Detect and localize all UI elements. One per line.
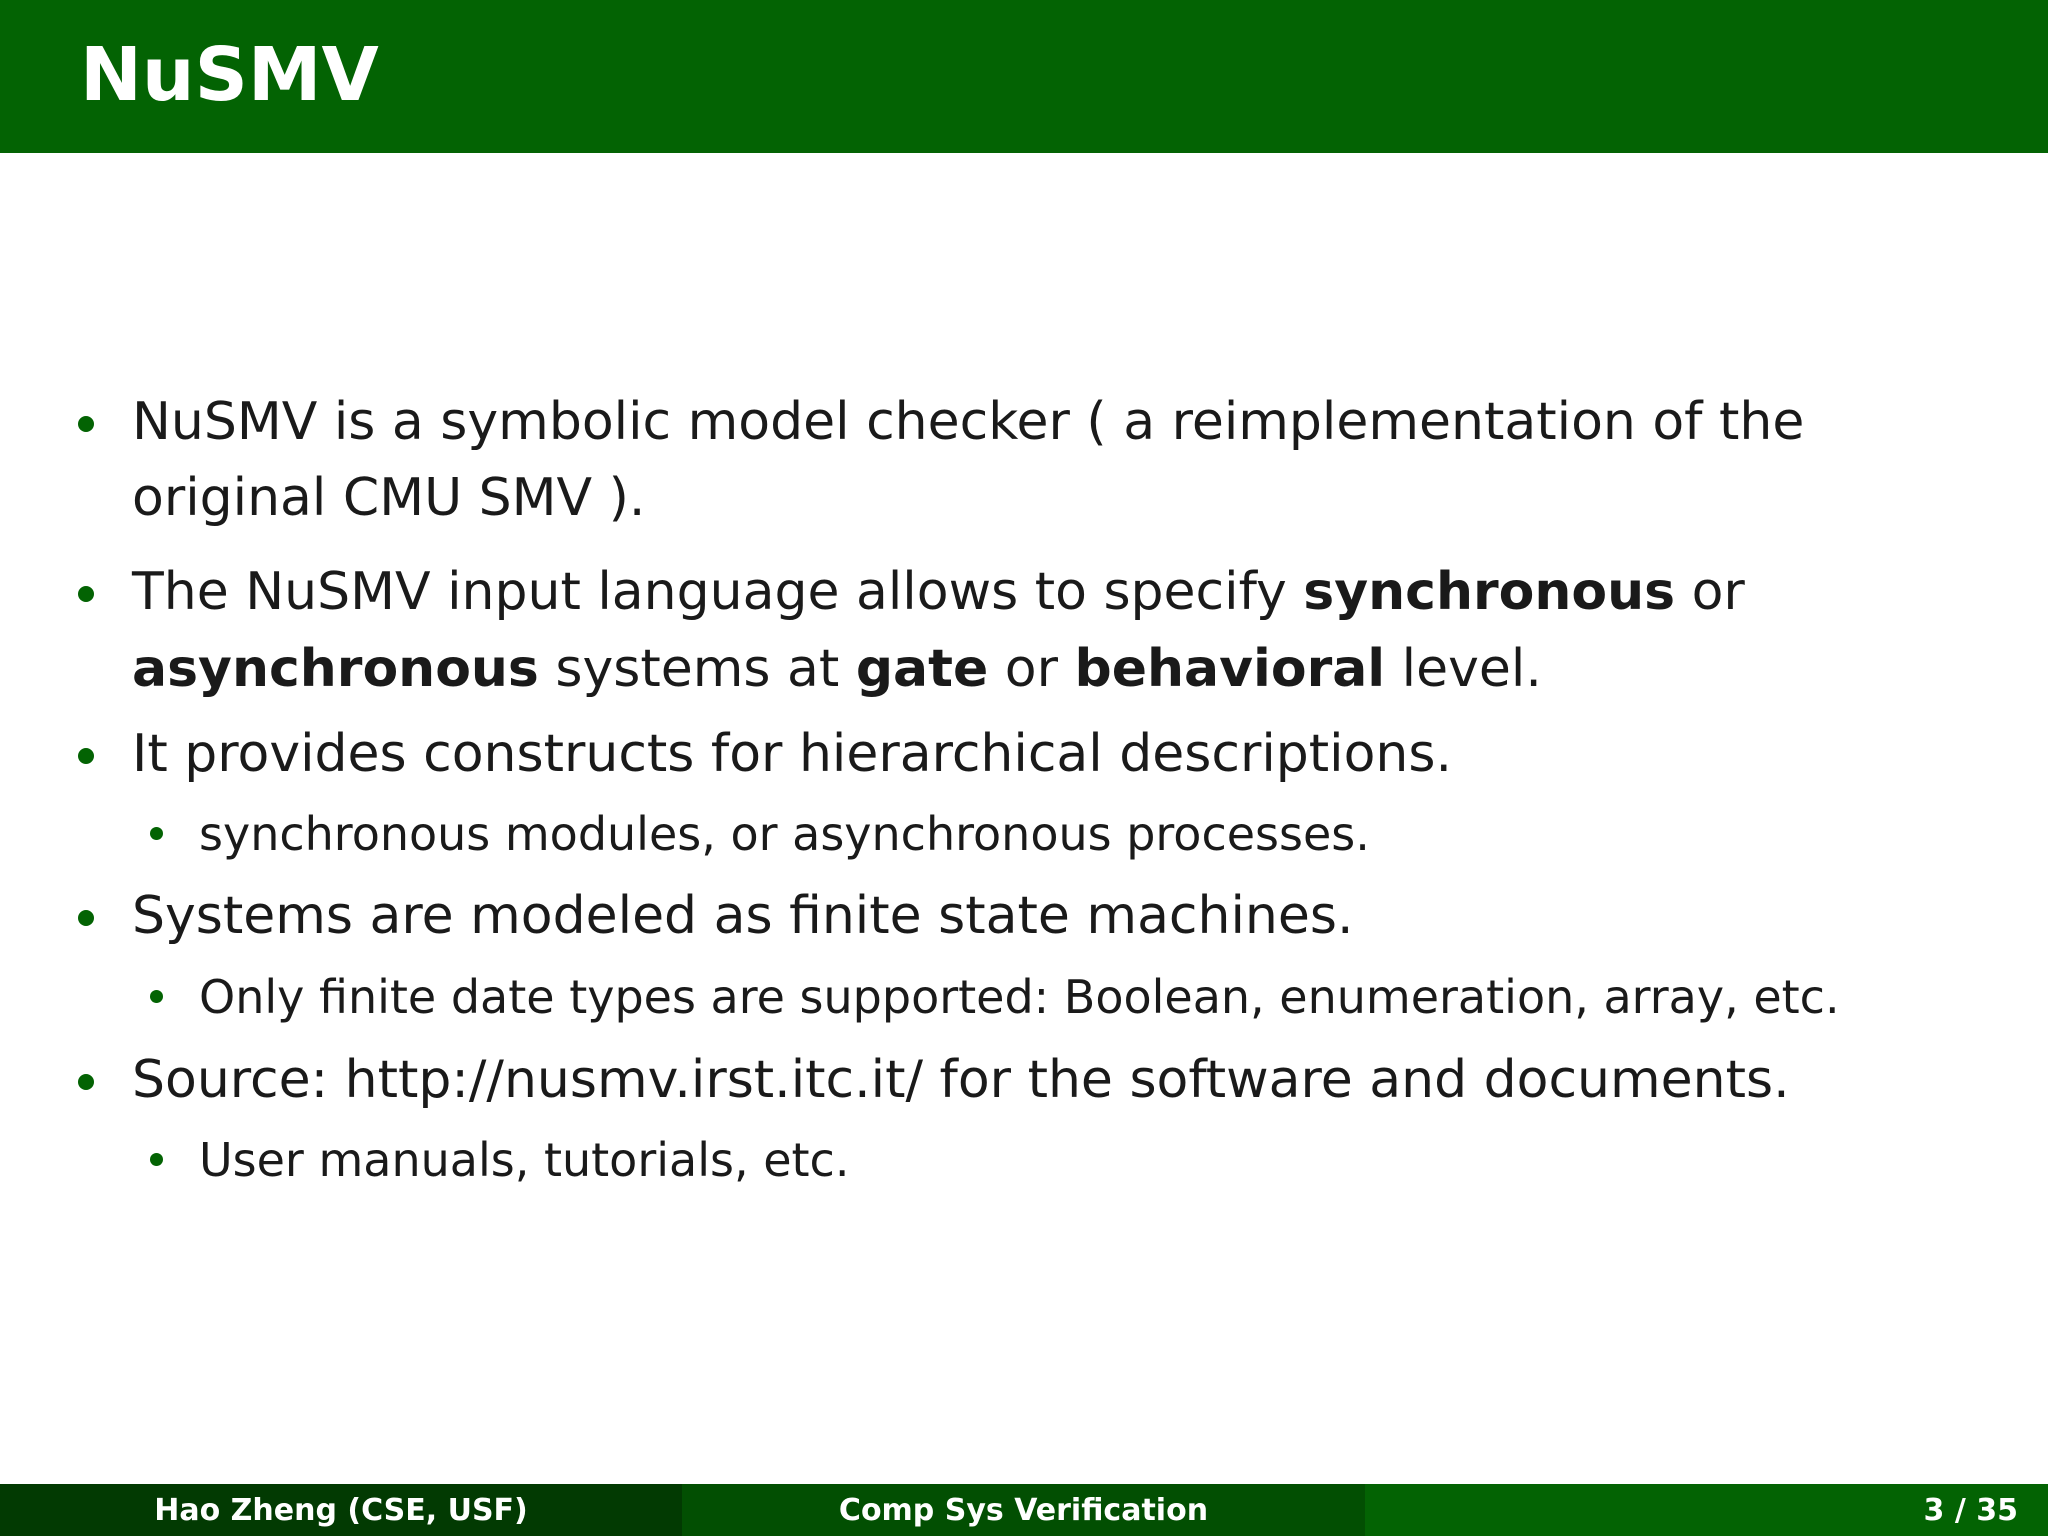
bullet-2-text: or — [1675, 562, 1745, 622]
sub-bullet-dot — [150, 1153, 163, 1166]
bullet-5-text: Source: http://nusmv.irst.itc.it/ for the software and documents. — [132, 1050, 1790, 1110]
footer-course: Comp Sys Verification — [682, 1484, 1365, 1536]
bullet-1-line-2: original CMU SMV ). — [132, 468, 646, 528]
bold-term-behavioral: behavioral — [1074, 639, 1386, 699]
footer — [0, 1484, 2048, 1536]
slide-title: NuSMV — [80, 32, 379, 118]
bold-term-gate: gate — [855, 639, 989, 699]
bullet-3-text: It provides constructs for hierarchical descriptions. — [132, 724, 1453, 784]
bold-term-asynchronous: asynchronous — [132, 639, 539, 699]
sub-bullet-dot — [150, 827, 163, 840]
bullet-3-sub: synchronous modules, or asynchronous processes. — [199, 807, 1370, 861]
bullet-dot — [78, 586, 94, 602]
bullet-2-text: The NuSMV input language allows to specify — [132, 562, 1304, 622]
footer-page-number[interactable]: 3 / 35 — [1365, 1484, 2048, 1536]
bullet-2-line-2 — [132, 639, 1542, 699]
bullet-2-text: level. — [1385, 639, 1542, 699]
bullet-2-text: or — [988, 639, 1075, 699]
bullet-dot — [78, 748, 94, 764]
bullet-dot — [78, 1074, 94, 1090]
bullet-1-line-1: NuSMV is a symbolic model checker ( a reimplementation of the — [132, 392, 1805, 452]
bullet-4-text: Systems are modeled as finite state machines. — [132, 886, 1354, 946]
bullet-2-text: systems at — [538, 639, 856, 699]
bullet-2-line-1 — [132, 562, 1745, 622]
bullet-dot — [78, 416, 94, 432]
sub-bullet-dot — [150, 990, 163, 1003]
bold-term-synchronous: synchronous — [1303, 562, 1676, 622]
bullet-5-sub: User manuals, tutorials, etc. — [199, 1133, 850, 1187]
bullet-4-sub: Only finite date types are supported: Boolean, enumeration, array, etc. — [199, 970, 1840, 1024]
bullet-dot — [78, 910, 94, 926]
footer-author: Hao Zheng (CSE, USF) — [0, 1484, 682, 1536]
